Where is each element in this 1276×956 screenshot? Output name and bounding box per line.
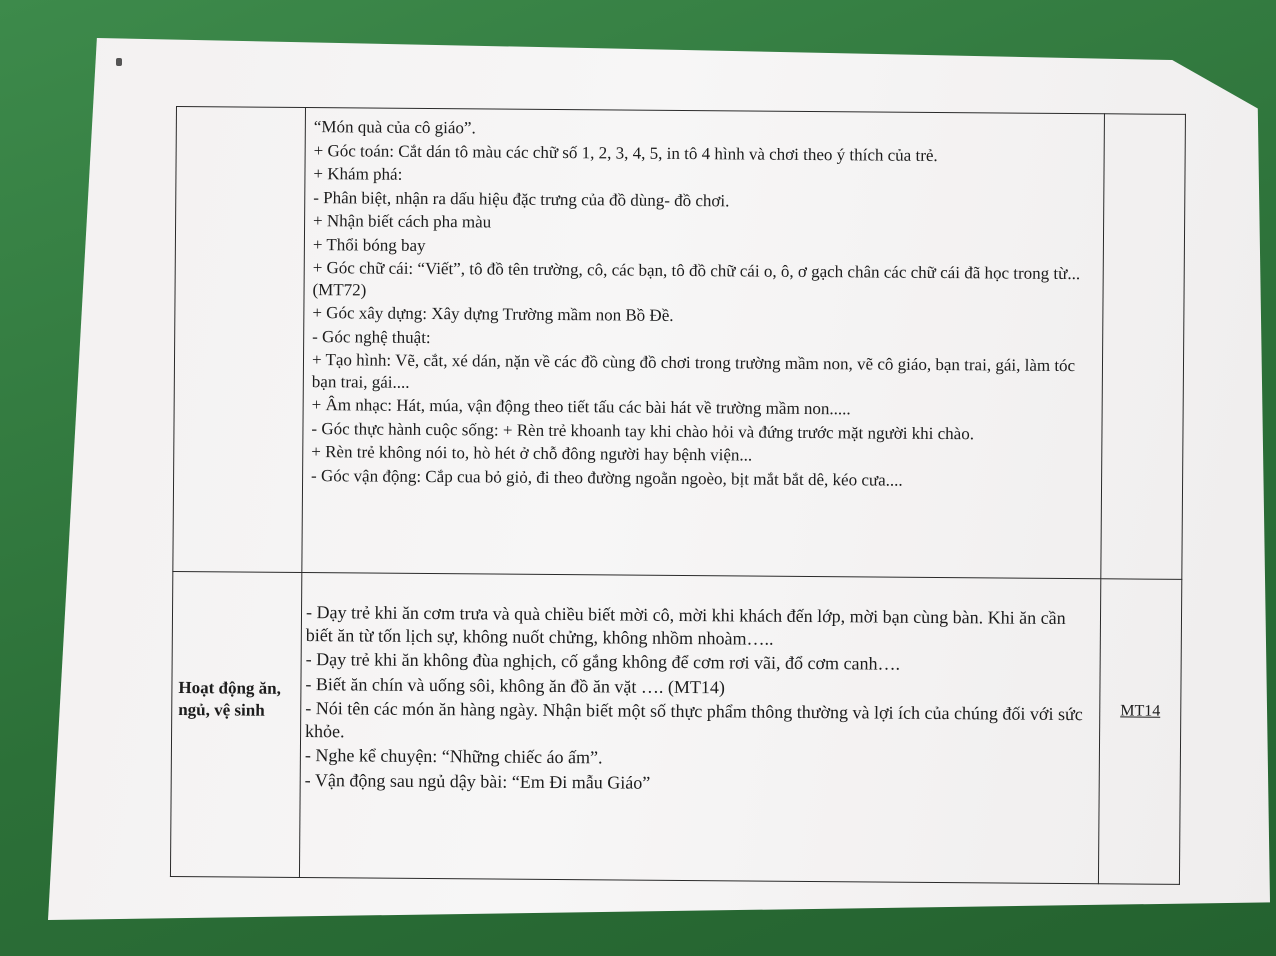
row2-content — [301, 573, 1101, 797]
row2-content-cell — [299, 573, 1100, 884]
content-line: “Món quà của cô giáo”. — [313, 117, 476, 138]
content-line: + Góc toán: Cắt dán tô màu các chữ số 1, 2, 3, 4, 5, in tô 4 hình và chơi theo ý thích của trẻ. — [313, 140, 938, 165]
content-line: + Tạo hình: Vẽ, cắt, xé dán, nặn về các đồ cùng đồ chơi trong trường mầm non, vẽ cô giáo, bạn trai, gái, làm tóc bạn trai, gái.... — [311, 350, 1076, 392]
content-line: + Khám phá: — [313, 164, 403, 184]
content-line: - Vận động sau ngủ dậy bài: “Em Đi mẫu Giáo” — [304, 769, 651, 793]
row2-label-cell: Hoạt động ăn, ngủ, vệ sinh — [170, 571, 301, 877]
content-line: + Âm nhạc: Hát, múa, vận động theo tiết tấu các bài hát về trường mầm non..... — [311, 395, 851, 419]
content-line: - Dạy trẻ khi ăn không đùa nghịch, cố gắng không để cơm rơi vãi, đổ cơm canh…. — [305, 649, 901, 674]
content-line: - Nghe kể chuyện: “Những chiếc áo ấm”. — [304, 745, 603, 768]
row1-content-cell — [302, 108, 1105, 579]
content-line: - Dạy trẻ khi ăn cơm trưa và quà chiều biết mời cô, mời khi khách đến lớp, mời bạn cùng bàn. Khi ăn cần biết ăn từ tốn lịch sự, không nuốt chửng, không nhồm nhoàm….. — [305, 602, 1066, 649]
content-line: - Biết ăn chín và uống sôi, không ăn đồ ăn vặt …. (MT14) — [305, 673, 725, 697]
row1-content — [303, 108, 1104, 492]
staple-mark — [116, 58, 122, 66]
content-line: - Góc thực hành cuộc sống: + Rèn trẻ khoanh tay khi chào hỏi và đứng trước mặt người khi chào. — [311, 418, 975, 443]
content-line: + Góc xây dựng: Xây dựng Trường mầm non Bồ Đề. — [312, 303, 674, 325]
activity-plan-table — [170, 106, 1186, 885]
content-line: - Phân biệt, nhận ra dấu hiệu đặc trưng của đồ dùng- đồ chơi. — [313, 187, 730, 210]
content-line: - Góc nghệ thuật: — [312, 326, 431, 347]
row1-code-cell — [1101, 114, 1186, 580]
content-line: + Thổi bóng bay — [312, 234, 426, 255]
content-line: + Góc chữ cái: “Viết”, tô đồ tên trường, cô, các bạn, tô đồ chữ cái o, ô, ơ gạch chân các chữ cái đã học trong từ... (MT72) — [312, 258, 1081, 300]
content-line: - Góc vận động: Cắp cua bỏ giỏ, đi theo đường ngoằn ngoèo, bịt mắt bắt dê, kéo cưa.... — [311, 465, 903, 490]
row1-label-cell — [173, 107, 306, 573]
content-line: - Nói tên các món ăn hàng ngày. Nhận biết một số thực phẩm thông thường và lợi ích của chúng đối với sức khỏe. — [305, 698, 1083, 741]
content-line: + Rèn trẻ không nói to, hò hét ở chỗ đông người hay bệnh viện... — [311, 442, 753, 465]
row2-code-cell: MT14 — [1098, 579, 1181, 885]
table-row — [173, 107, 1186, 580]
table-row — [170, 571, 1181, 884]
plan-table-container — [171, 106, 1192, 796]
content-line: + Nhận biết cách pha màu — [313, 211, 492, 232]
